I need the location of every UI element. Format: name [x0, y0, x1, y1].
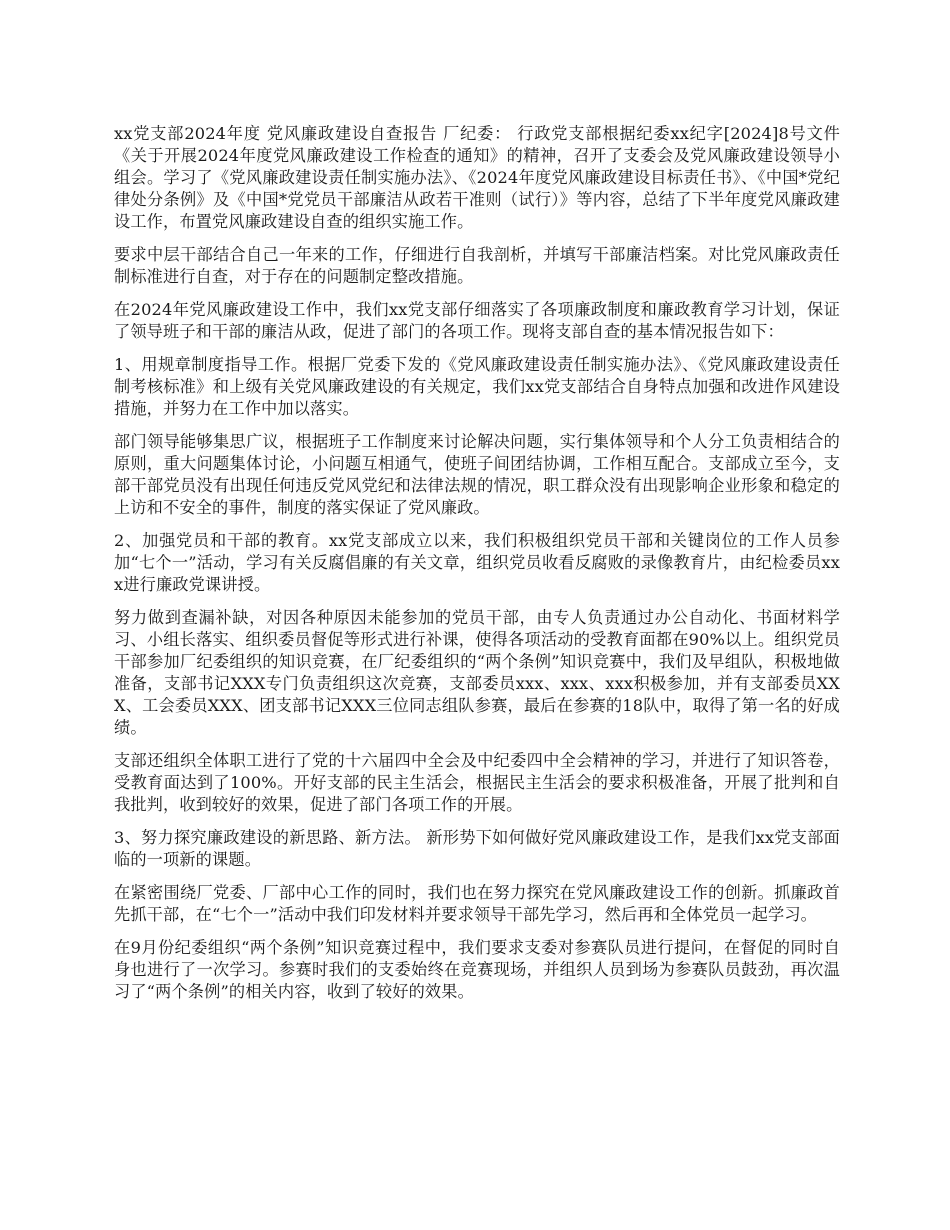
- paragraph-self-review-requirement: 要求中层干部结合自己一年来的工作，仔细进行自我剖析，并填写干部廉洁档案。对比党风廉政责任制标准进行自查，对于存在的问题制定整改措施。: [114, 245, 840, 286]
- paragraph-section-2: 2、加强党员和干部的教育。xx党支部成立以来，我们积极组织党员干部和关键岗位的工作人员参加“七个一”活动，学习有关反腐倡廉的有关文章，组织党员收看反腐败的录像教育片，由纪检委员xxx进行廉政党课讲授。: [114, 531, 840, 594]
- paragraph-section-1: 1、用规章制度指导工作。根据厂党委下发的《党风廉政建设责任制实施办法》、《党风廉政建设责任制考核标准》和上级有关党风廉政建设的有关规定，我们xx党支部结合自身特点加强和改进作风建设措施，并努力在工作中加以落实。: [114, 355, 840, 418]
- paragraph-leadership: 部门领导能够集思广议，根据班子工作制度来讨论解决问题，实行集体领导和个人分工负责相结合的原则，重大问题集体讨论，小问题互相通气，使班子间团结协调，工作相互配合。支部成立至今，支部干部党员没有出现任何违反党风党纪和法律法规的情况，职工群众没有出现影响企业形象和稳定的上访和不安全的事件，制度的落实保证了党风廉政。: [114, 432, 840, 517]
- document-body: [114, 123, 840, 1014]
- paragraph-intro: xx党支部2024年度 党风廉政建设自查报告 厂纪委： 行政党支部根据纪委xx纪字[2024]8号文件《关于开展2024年度党风廉政建设工作检查的通知》的精神，召开了支委会及党风廉政建设领导小组会。学习了《党风廉政建设责任制实施办法》、《2024年度党风廉政建设目标责任书》、《中国*党纪律处分条例》及《中国*党党员干部廉洁从政若干准则（试行）》等内容，总结了下半年度党风廉政建设工作，布置党风廉政建设自查的组织实施工作。: [114, 124, 840, 231]
- paragraph-knowledge-contest: 努力做到查漏补缺，对因各种原因未能参加的党员干部，由专人负责通过办公自动化、书面材料学习、小组长落实、组织委员督促等形式进行补课，使得各项活动的受教育面都在90%以上。组织党员干部参加厂纪委组织的知识竞赛，在厂纪委组织的“两个条例”知识竞赛中，我们及早组队，积极地做准备，支部书记XXX专门负责组织这次竞赛，支部委员xxx、xxx、xxx积极参加，并有支部委员XXX、工会委员XXX、团支部书记XXX三位同志组队参赛，最后在参赛的18队中，取得了第一名的好成绩。: [114, 608, 840, 737]
- paragraph-section-3: 3、努力探究廉政建设的新思路、新方法。 新形势下如何做好党风廉政建设工作，是我们xx党支部面临的一项新的课题。: [114, 828, 840, 869]
- paragraph-september-contest: 在9月份纪委组织“两个条例”知识竞赛过程中，我们要求支委对参赛队员进行提问，在督促的同时自身也进行了一次学习。参赛时我们的支委始终在竞赛现场，并组织人员到场为参赛队员鼓劲，再次温习了“两个条例”的相关内容，收到了较好的效果。: [114, 938, 840, 1001]
- paragraph-plenary-study: 支部还组织全体职工进行了党的十六届四中全会及中纪委四中全会精神的学习，并进行了知识答卷，受教育面达到了100%。开好支部的民主生活会，根据民主生活会的要求积极准备，开展了批判和自我批判，收到较好的效果，促进了部门各项工作的开展。: [114, 751, 840, 814]
- paragraph-overview: 在2024年党风廉政建设工作中，我们xx党支部仔细落实了各项廉政制度和廉政教育学习计划，保证了领导班子和干部的廉洁从政，促进了部门的各项工作。现将支部自查的基本情况报告如下：: [114, 300, 840, 341]
- paragraph-innovation: 在紧密围绕厂党委、厂部中心工作的同时，我们也在努力探究在党风廉政建设工作的创新。抓廉政首先抓干部，在“七个一”活动中我们印发材料并要求领导干部先学习，然后再和全体党员一起学习。: [114, 883, 840, 924]
